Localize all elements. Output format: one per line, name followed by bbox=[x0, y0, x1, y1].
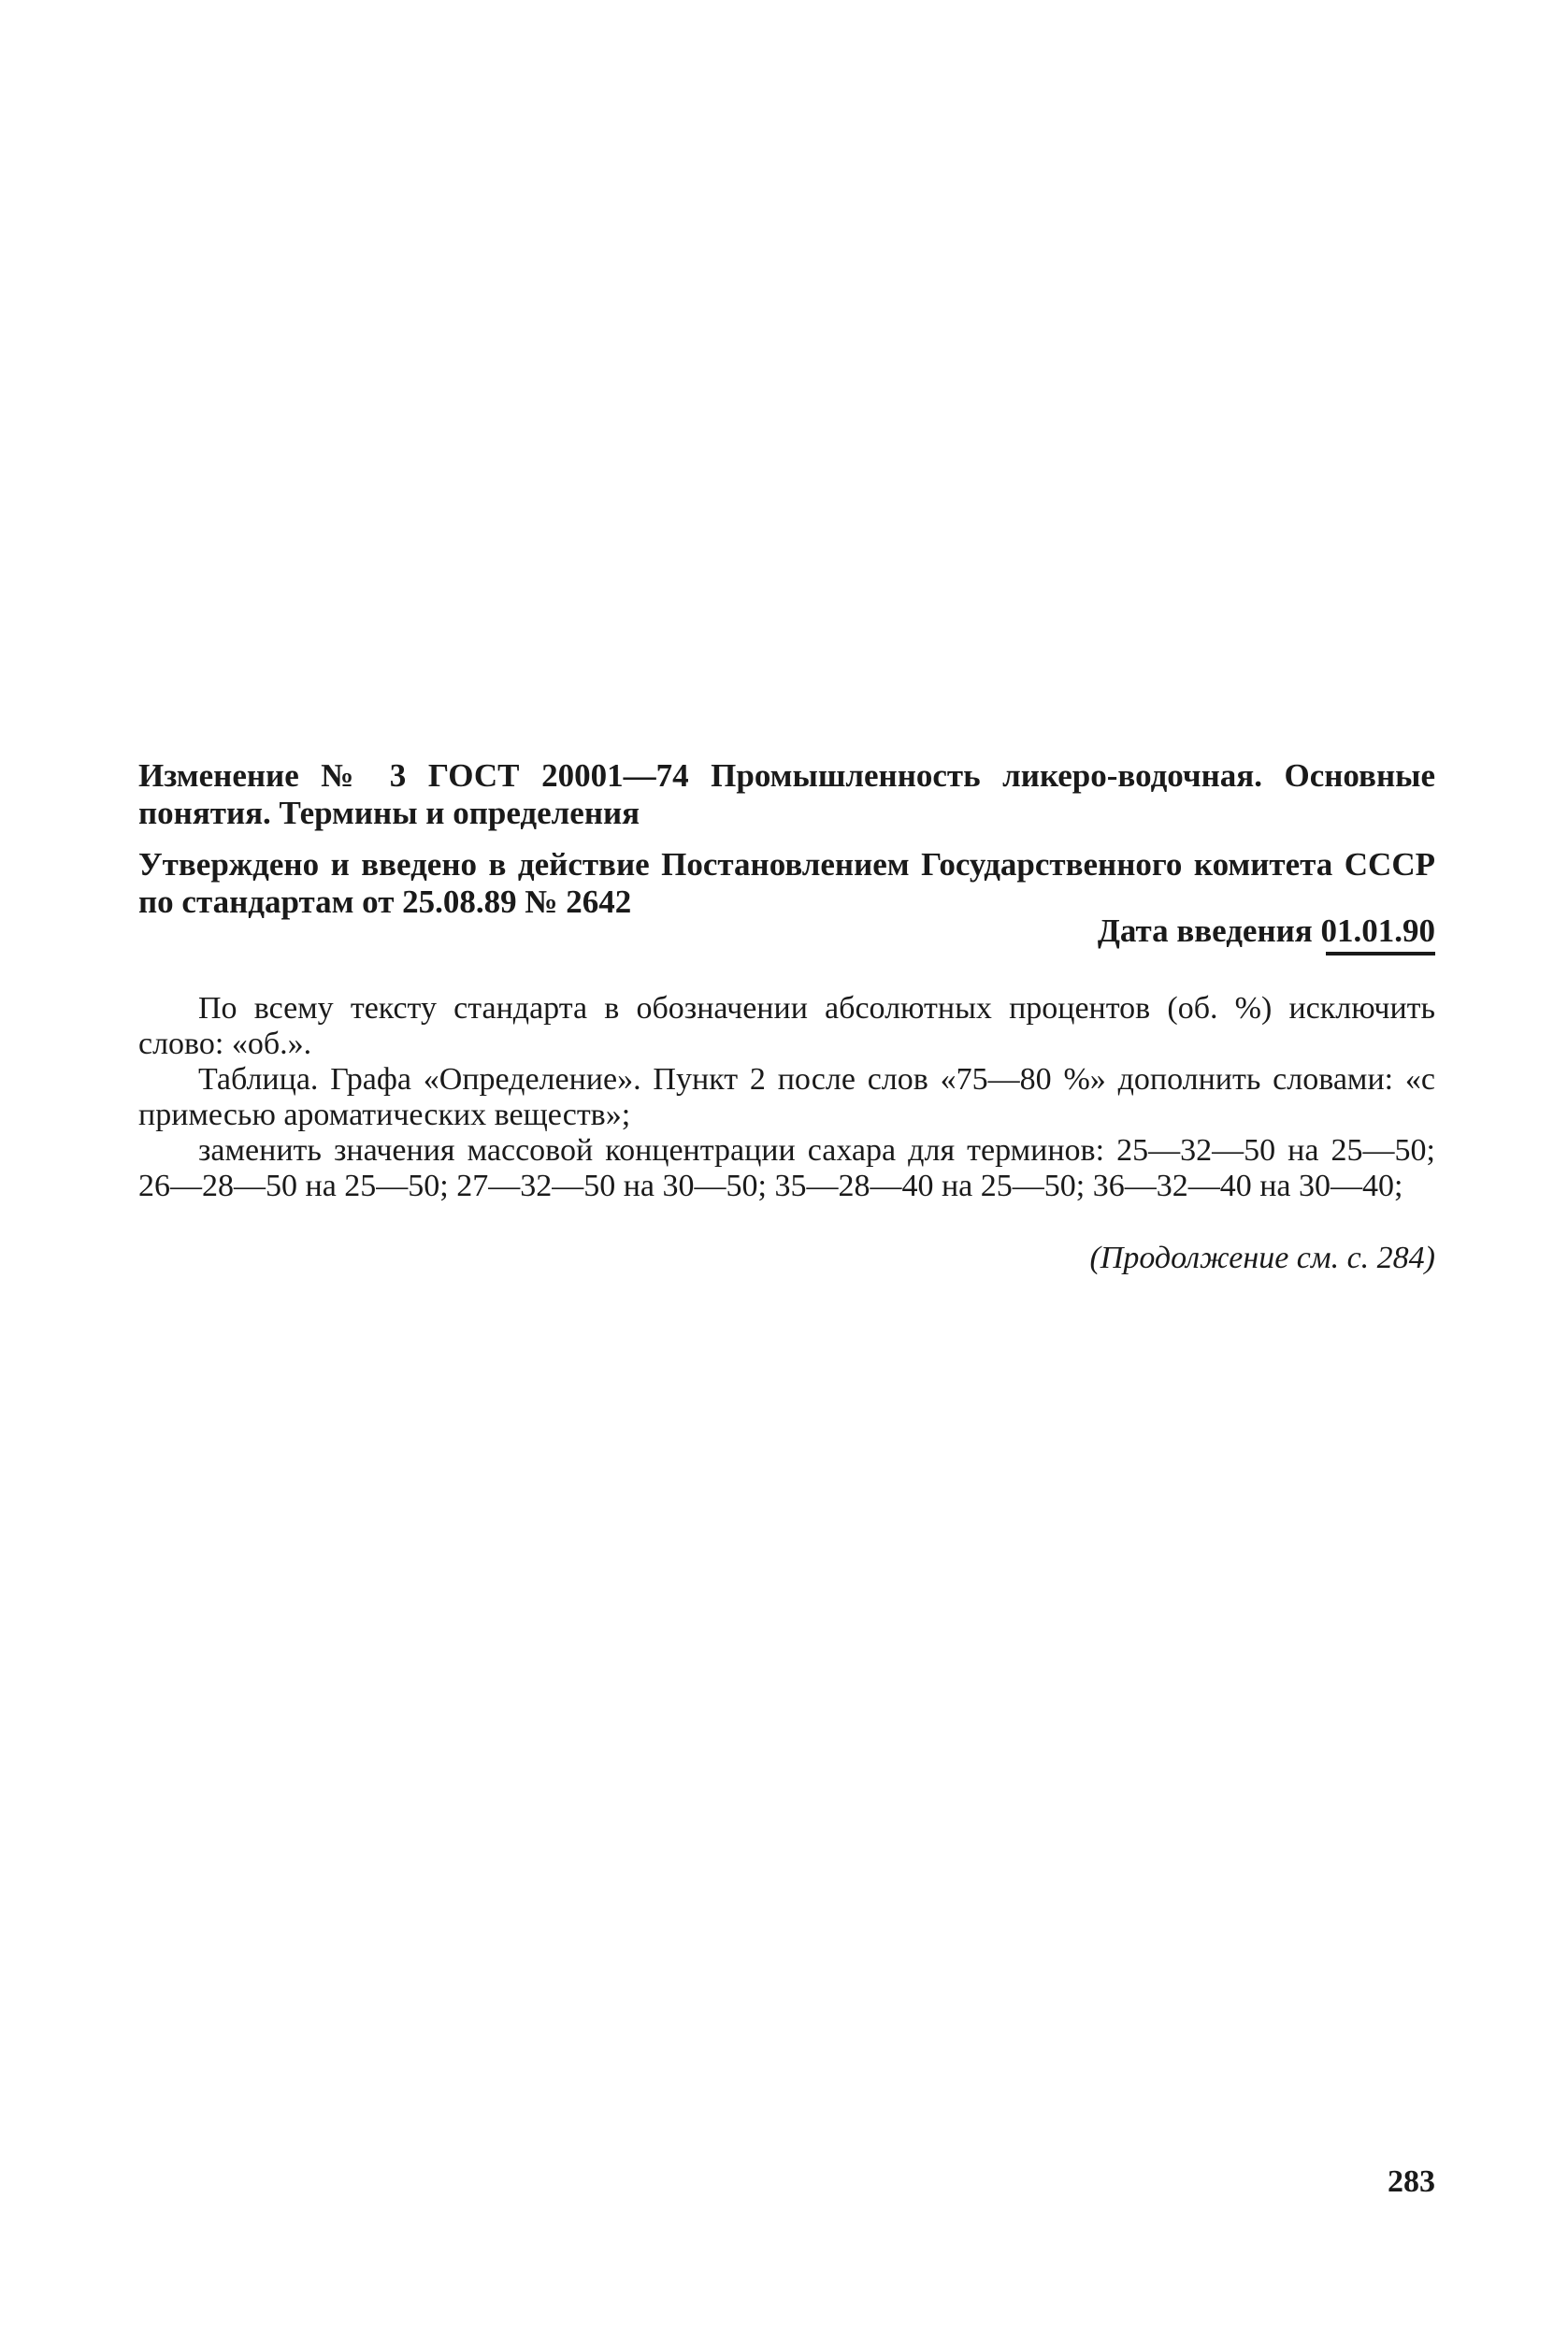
document-title: Изменение № 3 ГОСТ 20001—74 Промышленность ликеро-водочная. Основные понятия. Термины и определения bbox=[138, 757, 1435, 831]
amendment-body bbox=[138, 991, 1435, 1204]
page-number: 283 bbox=[1388, 2164, 1435, 2199]
continuation-note: (Продолжение см. с. 284) bbox=[1089, 1241, 1435, 1275]
approval-statement: Утверждено и введено в действие Постановлением Государственного комитета СССР по стандартам от 25.08.89 № 2642 bbox=[138, 846, 1435, 920]
paragraph: заменить значения массовой концентрации сахара для терминов: 25—32—50 на 25—50; 26—28—50 на 25—50; 27—32—50 на 30—50; 35—28—40 на 25—50; 36—32—40 на 30—40; bbox=[138, 1133, 1435, 1203]
paragraph: Таблица. Графа «Определение». Пункт 2 после слов «75—80 %» дополнить словами: «с примесью ароматических веществ»; bbox=[138, 1062, 1435, 1132]
date-underline bbox=[1326, 952, 1435, 955]
effective-date-line bbox=[1098, 912, 1435, 951]
paragraph: По всему тексту стандарта в обозначении абсолютных процентов (об. %) исключить слово: «об.». bbox=[138, 991, 1435, 1061]
effective-date-value: 01.01.90 bbox=[1320, 912, 1435, 949]
effective-date-label: Дата введения bbox=[1097, 912, 1313, 949]
